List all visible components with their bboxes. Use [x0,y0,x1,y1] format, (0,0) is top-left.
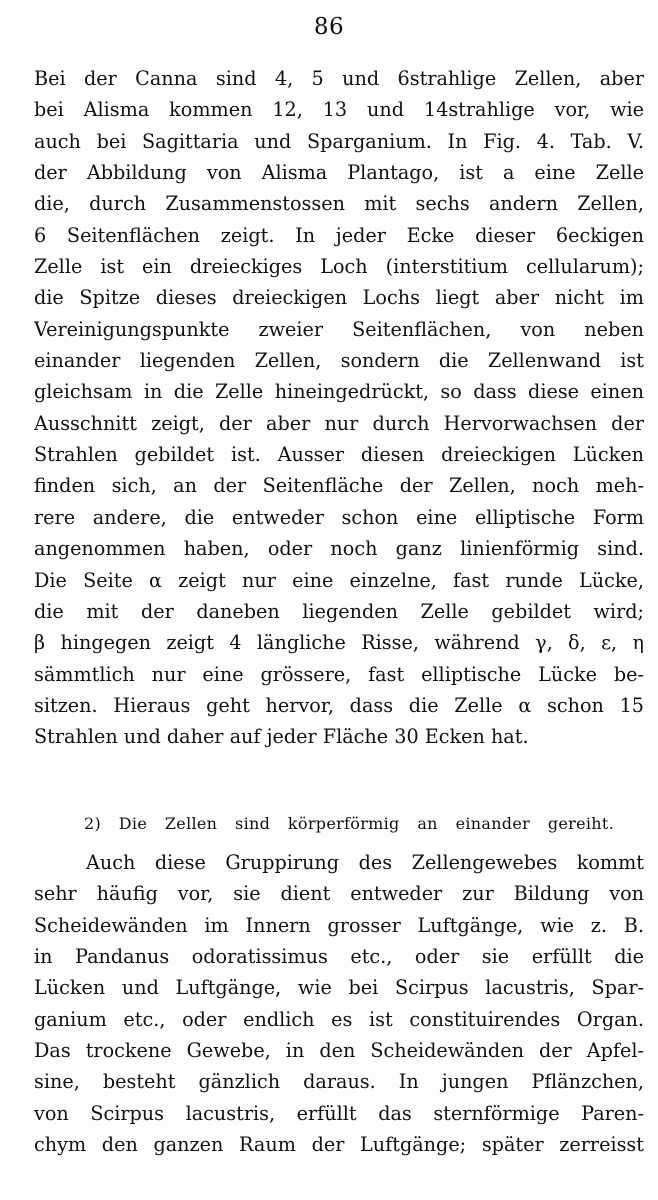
text-line: Ausschnitt zeigt, der aber nur durch Hervorwachsen der [34,411,644,435]
page-number: 86 [313,14,345,40]
text-line: auch bei Sagittaria und Sparganium. In Fig. 4. Tab. V. [34,129,644,153]
text-line: finden sich, an der Seitenfläche der Zellen, noch meh- [34,474,644,498]
text-line: sitzen. Hieraus geht hervor, dass die Zelle α schon 15 [34,693,644,717]
text-line: rere andere, die entweder schon eine elliptische Form [34,505,644,529]
text-line: sehr häufig vor, sie dient entweder zur Bildung von [34,882,644,906]
text-line: Vereinigungspunkte zweier Seitenflächen, von neben [34,317,644,341]
text-line: bei Alisma kommen 12, 13 und 14strahlige vor, wie [34,98,644,122]
text-line: 6 Seitenflächen zeigt. In jeder Ecke dieser 6eckigen [34,223,644,247]
text-line: chym den ganzen Raum der Luftgänge; später zerreisst [34,1133,644,1157]
text-line: sine, besteht gänzlich daraus. In jungen Pflänzchen, [34,1070,644,1094]
text-line: der Abbildung von Alisma Plantago, ist a eine Zelle [34,161,644,185]
text-line: Zelle ist ein dreieckiges Loch (interstitium cellularum); [34,255,644,279]
text-line: ganium etc., oder endlich es ist constituirendes Organ. [34,1007,644,1031]
text-line: Scheidewänden im Innern grosser Luftgänge, wie z. B. [34,913,644,937]
text-line: Lücken und Luftgänge, wie bei Scirpus lacustris, Spar- [34,976,644,1000]
text-line: in Pandanus odoratissimus etc., oder sie erfüllt die [34,945,644,969]
text-line: Die Seite α zeigt nur eine einzelne, fast runde Lücke, [34,568,644,592]
text-line: die, durch Zusammenstossen mit sechs andern Zellen, [34,192,644,216]
text-line: angenommen haben, oder noch ganz linienförmig sind. [34,537,644,561]
text-line: die Spitze dieses dreieckigen Lochs liegt aber nicht im [34,286,644,310]
paragraph-2 [34,847,644,1160]
text-line: Auch diese Gruppirung des Zellengewebes kommt [86,851,644,874]
text-line: Das trockene Gewebe, in den Scheidewänden der Apfel- [34,1039,644,1063]
text-line: Strahlen und daher auf jeder Fläche 30 Ecken hat. [34,725,529,749]
text-line: β hingegen zeigt 4 längliche Risse, während γ, δ, ε, η [34,631,644,655]
paragraph-1 [34,63,644,753]
text-line: gleichsam in die Zelle hineingedrückt, so dass diese einen [34,380,644,404]
text-line: die mit der daneben liegenden Zelle gebildet wird; [34,599,644,623]
text-line: von Scirpus lacustris, erfüllt das sternförmige Paren- [34,1101,644,1125]
text-line: sämmtlich nur eine grössere, fast elliptische Lücke be- [34,662,644,686]
text-line: Bei der Canna sind 4, 5 und 6strahlige Zellen, aber [34,67,644,90]
text-line: Strahlen gebildet ist. Ausser diesen dreieckigen Lücken [34,443,644,467]
section-heading: 2) Die Zellen sind körperförmig an einander gereiht. [84,814,614,833]
text-line: einander liegenden Zellen, sondern die Zellenwand ist [34,349,644,373]
